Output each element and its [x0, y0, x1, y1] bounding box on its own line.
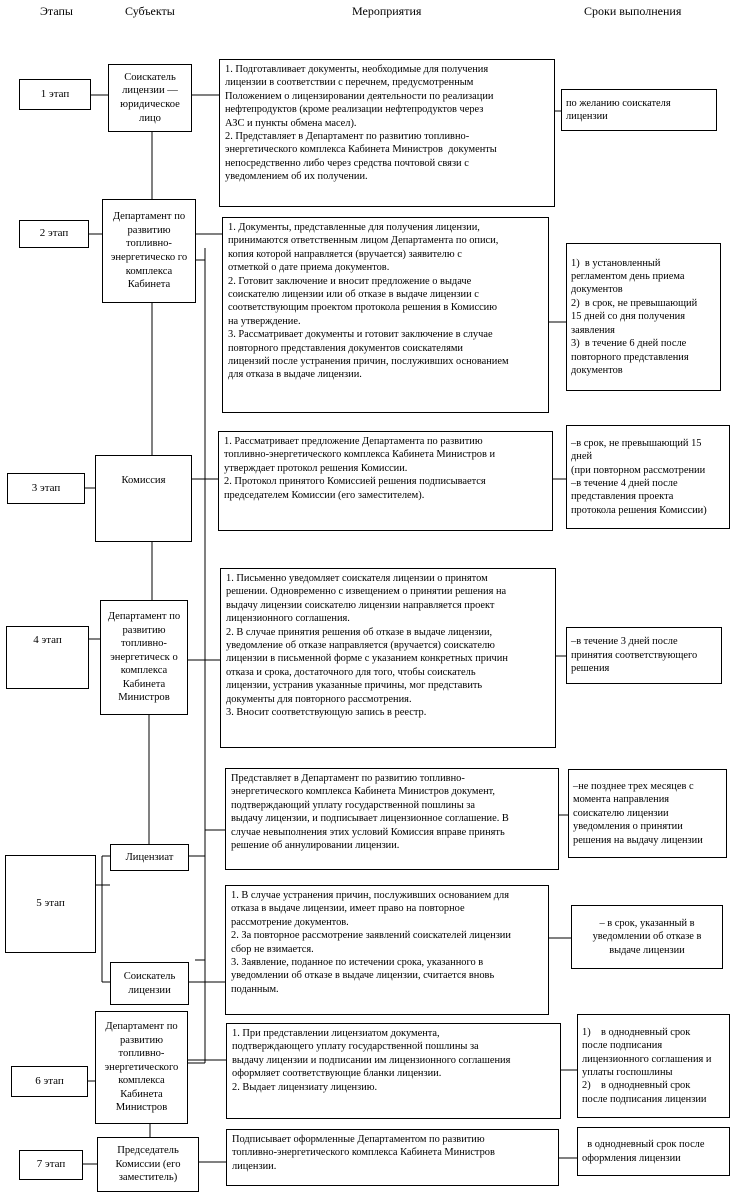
term-line: –не позднее трех месяцев с [573, 780, 694, 792]
term-line: –в течение 3 дней после [571, 636, 678, 648]
term-line: регламентом день приема [571, 271, 685, 283]
term-line: принятия соответствующего [571, 649, 698, 661]
activity-line: Положением о лицензировании деятельности по реализации [225, 90, 494, 102]
term-line: представления проекта [571, 491, 674, 503]
term-stage-4 [566, 627, 722, 684]
term-line: момента направления [573, 794, 670, 806]
term-line: оформления лицензии [582, 1152, 681, 1164]
term-line: дней [571, 451, 593, 463]
activity-stage-4 [220, 568, 556, 748]
activity-line: АЗС и пункты обмена масел). [225, 117, 357, 129]
header-stages: Этапы [40, 4, 73, 18]
activity-line: 2. В случае принятия решения об отказе в выдаче лицензии, [226, 626, 493, 638]
activity-line: 2. Представляет в Департамент по развитию топливно- [225, 131, 470, 143]
stage-4-box: 4 этап [6, 626, 89, 689]
activity-line: энергетического комплекса Кабинета Министров документ, [231, 786, 496, 798]
term-line: по желанию соискателя [566, 97, 671, 109]
term-line: заявления [571, 324, 615, 336]
term-line: после подписания [582, 1040, 663, 1052]
term-line: в однодневный срок после [582, 1139, 705, 1151]
activity-line: 2. Выдает лицензиату лицензию. [232, 1081, 378, 1093]
activity-line: нефтепродуктов (кроме реализации нефтепродуктов через [225, 104, 484, 116]
activity-line: 3. Заявление, поданное по истечении срока, указанного в [231, 957, 484, 969]
activity-line: на утверждение. [228, 315, 301, 327]
activity-line: 3. Вносит соответствующую запись в реестр. [226, 707, 427, 719]
activity-stage-5-licensee [225, 768, 559, 870]
term-line: уведомления о принятии [573, 821, 683, 833]
term-line: – в срок, указанный в [599, 917, 695, 929]
activity-line: Представляет в Департамент по развитию топливно- [231, 773, 465, 784]
activity-line: лицензий после устранения причин, послуживших основанием [228, 356, 509, 368]
term-line: выдаче лицензии [609, 944, 685, 956]
activity-line: 1. Рассматривает предложение Департамента по развитию [224, 436, 483, 447]
activity-line: лицензии, устранив указанные причины, мог представить [226, 680, 483, 692]
subject-department-stage-6: Департамент по развитию топливно-энергетического комплекса Кабинета Министров [95, 1011, 188, 1124]
term-stage-2 [566, 243, 721, 391]
activity-line: 3. Рассматривает документы и готовит заключение в случае [228, 329, 493, 341]
term-stage-1 [561, 89, 717, 131]
stage-5-box: 5 этап [5, 855, 96, 953]
activity-line: принимаются ответственным лицом Департамента по описи, [228, 235, 499, 247]
activity-line: отказа в выдаче лицензии, имеет право на повторное [231, 903, 465, 915]
activity-line: копия которой направляется (вручается) заявителю с [228, 248, 462, 260]
activity-line: подтверждающий уплату государственной пошлины за [231, 799, 475, 811]
activity-stage-6 [226, 1023, 561, 1119]
activity-line: лицензии. [232, 1160, 277, 1172]
activity-line: энергетического комплекса Кабинета Министров документы [225, 144, 497, 156]
term-line: уплаты госпошлины [582, 1067, 673, 1078]
activity-line: 2. Протокол принятого Комиссией решения подписывается [224, 476, 486, 488]
activity-line: 1. Письменно уведомляет соискателя лицензии о принятом [226, 573, 488, 584]
term-stage-5-applicant [571, 905, 723, 969]
activity-line: отказа и срока, достаточного для того, чтобы соискатель [226, 666, 476, 678]
activity-line: председателем Комиссии (его заместителем). [224, 489, 425, 501]
activity-line: выдачу лицензии и подписании им лицензионного соглашения [232, 1054, 511, 1066]
activity-line: поданным. [231, 983, 279, 995]
term-line: документов [571, 364, 623, 376]
term-line: 2) в однодневный срок [582, 1080, 691, 1092]
activity-line: топливно-энергетического комплекса Кабинета Министров [232, 1147, 495, 1159]
activity-line: 2. Готовит заключение и вносит предложение о выдаче [228, 275, 472, 287]
term-line: лицензионного соглашения и [582, 1053, 712, 1065]
activity-line: случае невыполнения этих условий Комиссия вправе принять [231, 826, 505, 838]
term-line: 15 дней со дня получения [571, 311, 685, 323]
subject-licensee: Лицензиат [110, 844, 189, 871]
activity-line: рассмотрение документов. [231, 916, 349, 928]
stage-7-box: 7 этап [19, 1150, 83, 1180]
term-line: –в течение 4 дней после [571, 478, 678, 489]
term-line: после подписания лицензии [582, 1093, 707, 1105]
activity-line: уведомление об отказе направляется (вручается) соискателю [226, 640, 495, 652]
activity-line: лицензии в соответствии с перечнем, предусмотренным [225, 77, 474, 89]
activity-line: 1. Документы, представленные для получения лицензии, [228, 222, 480, 233]
term-line: 1) в однодневный срок [582, 1026, 691, 1038]
activity-line: Подписывает оформленные Департаментом по развитию [232, 1134, 485, 1145]
term-line: протокола решения Комиссии) [571, 504, 707, 516]
activity-line: 1. При представлении лицензиатом документа, [232, 1028, 440, 1039]
activity-stage-7 [226, 1129, 559, 1186]
activity-line: отметкой о дате приема документов. [228, 262, 390, 274]
subject-department-stage-2: Департамент по развитию топливно-энергетическо го комплекса Кабинета [102, 199, 196, 303]
activity-stage-2 [222, 217, 549, 413]
subject-applicant-legal-entity: Соискатель лицензии — юридическое лицо [108, 64, 192, 132]
subject-department-stage-4: Департамент по развитию топливно-энергетическ о комплекса Кабинета Министров [100, 600, 188, 715]
term-line: уведомлении об отказе в [592, 931, 702, 943]
activity-line: утверждает протокол решения Комиссии. [224, 462, 408, 474]
activity-line: лицензии в письменной форме с указанием конкретных причин [226, 653, 508, 665]
term-line: решения [571, 663, 610, 675]
activity-line: выдачу лицензии, и подписывает лицензионное соглашение. В [231, 813, 509, 825]
header-subjects: Субъекты [125, 4, 175, 18]
term-stage-5-licensee [568, 769, 727, 858]
activity-stage-3 [218, 431, 553, 531]
header-terms: Сроки выполнения [584, 4, 682, 18]
activity-line: топливно-энергетического комплекса Кабинета Министров и [224, 449, 496, 461]
activity-line: лицензионного соглашения. [226, 613, 350, 625]
activity-line: непосредственно либо через средства почтовой связи с [225, 157, 469, 169]
stage-3-box: 3 этап [7, 473, 85, 504]
header-activities: Мероприятия [352, 4, 422, 18]
activity-line: 1. Подготавливает документы, необходимые для получения [225, 64, 489, 75]
term-line: –в срок, не превышающий 15 [571, 437, 702, 449]
activity-line: соискателю лицензии или об отказе в выдаче лицензии с [228, 289, 479, 301]
activity-line: уведомлении об отказе в выдаче лицензии, считается вновь [231, 970, 495, 982]
activity-line: оформляет соответствующие бланки лицензии. [232, 1068, 442, 1080]
activity-line: подтверждающего уплату государственной пошлины за [232, 1041, 479, 1053]
activity-stage-5-applicant [225, 885, 549, 1015]
activity-stage-1 [219, 59, 555, 207]
term-line: лицензии [566, 111, 608, 122]
subject-applicant: Соискатель лицензии [110, 962, 189, 1005]
term-line: повторного представления [571, 351, 689, 363]
activity-line: сбор не взимается. [231, 943, 314, 955]
term-line: (при повторном рассмотрении [571, 464, 706, 476]
term-stage-3 [566, 425, 730, 529]
term-line: 3) в течение 6 дней после [571, 338, 687, 350]
activity-line: 2. За повторное рассмотрение заявлений соискателей лицензии [231, 930, 511, 942]
stage-6-box: 6 этап [11, 1066, 88, 1097]
activity-line: решении. Одновременно с извещением о принятии решения на [226, 586, 507, 598]
term-line: 1) в установленный [571, 257, 661, 269]
activity-line: соответствующим проектом протокола решения в Комиссию [228, 302, 498, 314]
activity-line: 1. В случае устранения причин, послуживших основанием для [231, 890, 510, 901]
term-stage-7 [577, 1127, 730, 1176]
activity-line: уведомлением об их получении. [225, 171, 368, 183]
stage-2-box: 2 этап [19, 220, 89, 248]
term-stage-6 [577, 1014, 730, 1118]
activity-line: решение об аннулировании лицензии. [231, 840, 400, 852]
activity-line: для отказа в выдаче лицензии. [228, 369, 362, 381]
activity-line: документы для повторного рассмотрения. [226, 693, 412, 705]
term-line: 2) в срок, не превышающий [571, 297, 698, 309]
activity-line: выдачу лицензии соискателю лицензии направляется проект [226, 599, 495, 611]
term-line: соискателю лицензии [573, 807, 669, 819]
term-line: документов [571, 284, 623, 296]
stage-1-box: 1 этап [19, 79, 91, 110]
term-line: решения на выдачу лицензии [573, 834, 703, 846]
activity-line: повторного представления документов соискателями [228, 342, 463, 354]
subject-commission-chairman: Председатель Комиссии (его заместитель) [97, 1137, 199, 1192]
subject-commission: Комиссия [95, 455, 192, 542]
